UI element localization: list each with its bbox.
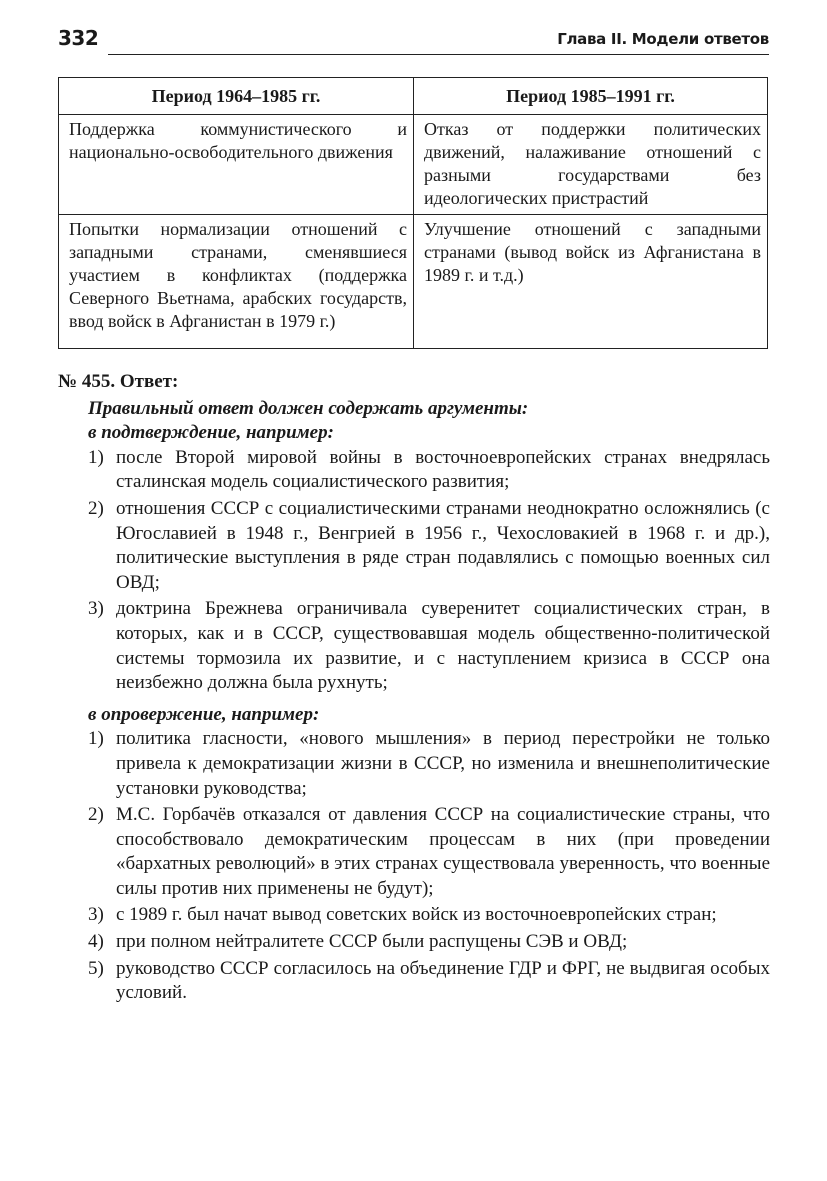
list-item [58,957,770,1006]
item-number: 3) [88,598,104,620]
column-header: Период 1985–1991 гг. [414,78,768,115]
item-text: после Второй мировой войны в восточноевропейских странах внедрялась сталинская модель социалистического развития; [116,446,770,493]
item-number: 1) [88,446,104,468]
table-header-row [59,78,768,115]
item-text: отношения СССР с социалистическими странами неоднократно осложнялись (с Югославией в 1948 г., Венгрией в 1956 г., Чехословакией в 1968 г. и др.), политические выступления в ряде стран подавлялись с помощью военных сил ОВД; [116,497,770,593]
item-text: при полном нейтралитете СССР были распущены СЭВ и ОВД; [116,931,628,953]
page-number: 332 [58,26,99,50]
answer-section [58,370,770,1008]
table-cell: Поддержка коммунистического и национально-освободительного движения [59,115,414,215]
item-text: руководство СССР согласилось на объединение ГДР и ФРГ, не выдвигая особых условий. [116,957,770,1004]
item-text: доктрина Брежнева ограничивала суверенитет социалистических стран, в которых, как и в СССР, существовавшая модель общественно-политической системы тормозила их развитие, и с наступлением кризиса в СССР она неизбежно должна была рухнуть; [116,598,770,694]
item-text: политика гласности, «нового мышления» в период перестройки не только привела к демократизации жизни в СССР, но изменила и внешнеполитические установки руководства; [116,728,770,799]
item-number: 2) [88,497,104,519]
list-item [58,446,770,495]
table-row [59,115,768,215]
list-item [58,930,770,955]
item-number: 1) [88,728,104,750]
table-row [59,215,768,349]
confirm-list [58,446,770,696]
answer-title: № 455. Ответ: [58,371,179,392]
item-text: с 1989 г. был начат вывод советских войск из восточноевропейских стран; [116,904,717,926]
item-number: 2) [88,804,104,826]
column-header: Период 1964–1985 гг. [59,78,414,115]
comparison-table [58,77,768,349]
confirm-heading: в подтверждение, например: [88,422,334,444]
item-number: 4) [88,931,104,953]
item-number: 3) [88,904,104,926]
answer-lead: Правильный ответ должен содержать аргументы: [88,397,529,419]
list-item [58,803,770,901]
header-rule [108,54,769,55]
list-item [58,903,770,928]
refute-list [58,727,770,1006]
running-head: Глава II. Модели ответов [557,30,769,48]
item-text: М.С. Горбачёв отказался от давления СССР на социалистические страны, что способствовало демократическим процессам в них (при проведении «бархатных революций» в этих странах существовала уверенность, что военные силы против них применены не будут); [116,804,770,899]
page-header [58,26,769,60]
list-item [58,497,770,595]
table-cell: Отказ от поддержки политических движений, налаживание отношений с разными государствами без идеологических пристрастий [414,115,768,215]
table-cell: Попытки нормализации отношений с западными странами, сменявшиеся участием в конфликтах (поддержка Северного Вьетнама, арабских государств, ввод войск в Афганистан в 1979 г.) [59,215,414,349]
item-number: 5) [88,957,104,979]
list-item [58,597,770,695]
table-cell: Улучшение отношений с западными странами (вывод войск из Афганистана в 1989 г. и т.д.) [414,215,768,349]
refute-heading: в опровержение, например: [88,703,320,725]
list-item [58,727,770,801]
